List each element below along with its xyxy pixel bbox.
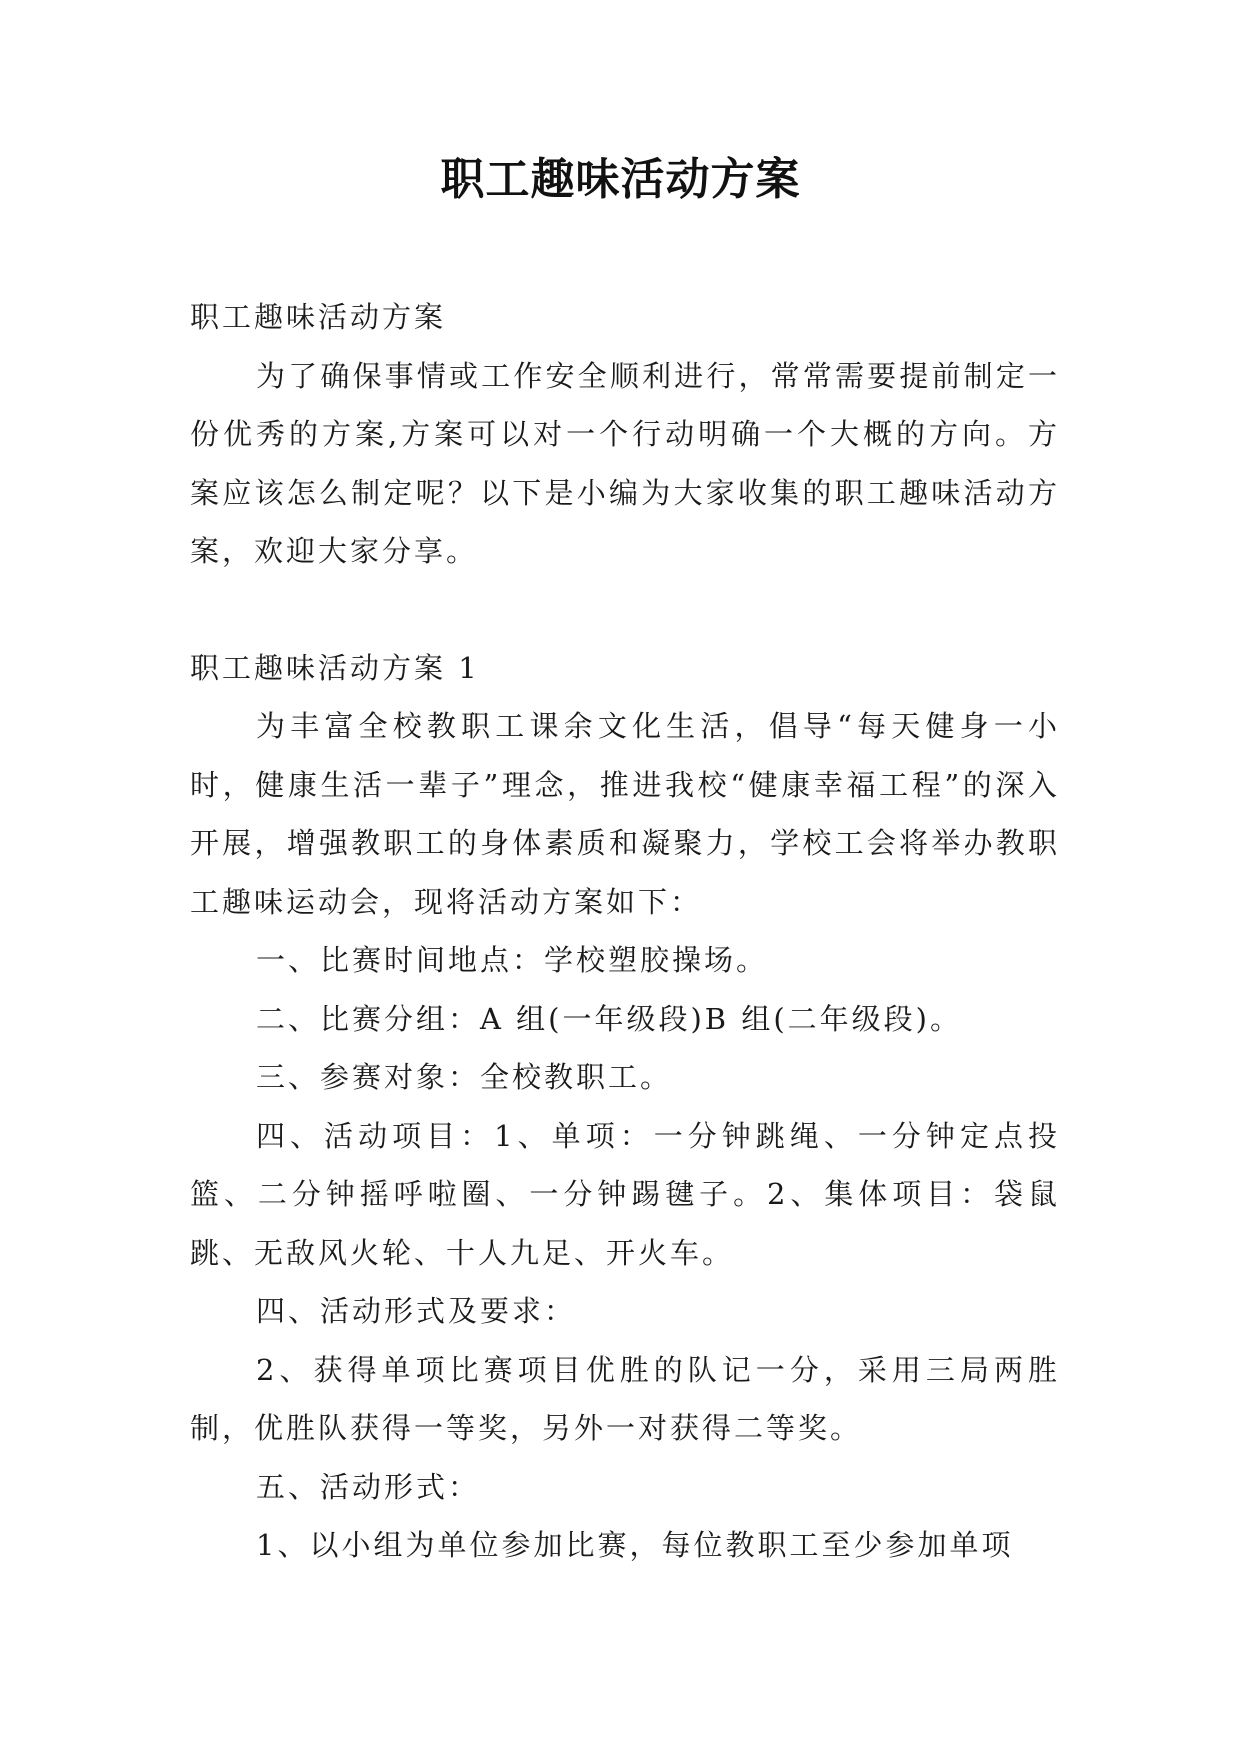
plan-item-scoring: 2、获得单项比赛项目优胜的队记一分，采用三局两胜制，优胜队获得一等奖，另外一对获得二等奖。: [190, 1352, 1060, 1445]
plan-item-events: 四、活动项目：1、单项：一分钟跳绳、一分钟定点投篮、二分钟摇呼啦圈、一分钟踢毽子。2、集体项目：袋鼠跳、无敌风火轮、十人九足、开火车。: [190, 1118, 1060, 1270]
document-body: [190, 288, 1060, 1575]
paragraph-spacer: [190, 581, 1060, 639]
section-heading-plan-1: 职工趣味活动方案 1: [190, 650, 480, 685]
plan-item-format-heading: 四、活动形式及要求：: [256, 1294, 577, 1328]
plan-item-form-heading: 五、活动形式：: [256, 1469, 481, 1504]
plan-1-paragraph: 为丰富全校教职工课余文化生活，倡导“每天健身一小时，健康生活一辈子”理念，推进我校“健康幸福工程”的深入开展，增强教职工的身体素质和凝聚力，学校工会将举办教职工趣味运动会，现将活动方案如下：: [190, 709, 1060, 919]
section-heading-intro: 职工趣味活动方案: [190, 300, 447, 334]
plan-item-groups: 二、比赛分组：A 组(一年级段)B 组(二年级段)。: [256, 1001, 962, 1036]
plan-item-participation: 1、以小组为单位参加比赛，每位教职工至少参加单项: [256, 1528, 1014, 1562]
intro-paragraph: 为了确保事情或工作安全顺利进行，常常需要提前制定一份优秀的方案,方案可以对一个行动明确一个大概的方向。方案应该怎么制定呢？以下是小编为大家收集的职工趣味活动方案，欢迎大家分享。: [190, 358, 1060, 568]
plan-item-time-location: 一、比赛时间地点：学校塑胶操场。: [256, 943, 769, 977]
document-title: 职工趣味活动方案: [440, 154, 801, 205]
plan-item-participants: 三、参赛对象：全校教职工。: [256, 1060, 673, 1094]
